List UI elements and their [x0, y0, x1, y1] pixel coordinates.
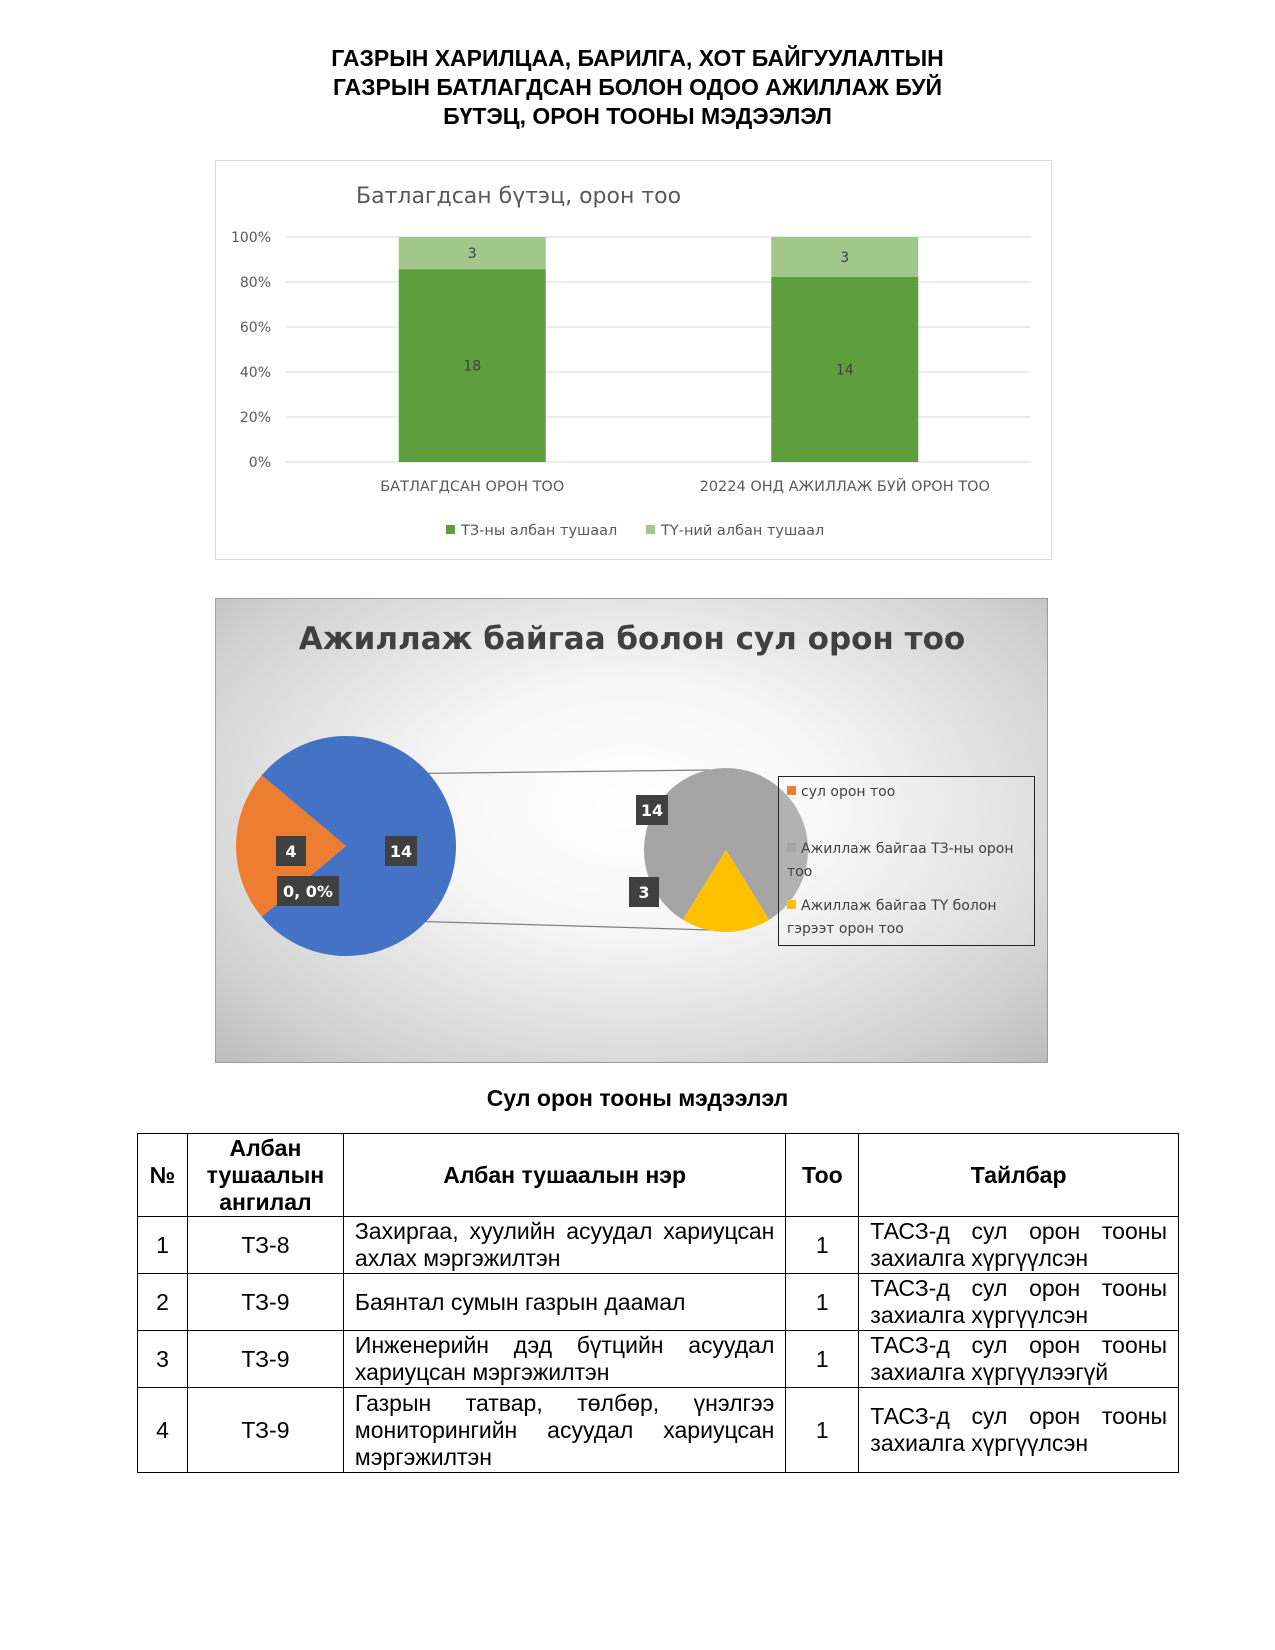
pie-data-label — [277, 876, 339, 906]
legend-swatch — [787, 843, 796, 852]
legend-item-vacant — [787, 781, 1028, 804]
cell-number: 1 — [138, 1217, 188, 1274]
pie-data-label-text: 14 — [640, 801, 664, 820]
header-class: Албан тушаалын ангилал — [187, 1134, 343, 1217]
y-tick-label: 20% — [239, 410, 271, 426]
table-header-row — [138, 1134, 1179, 1217]
cell-position-name: Захиргаа, хуулийн асуудал хариуцсан ахлах мэргэжилтэн — [343, 1217, 785, 1274]
cell-number: 4 — [138, 1388, 188, 1473]
legend-label: сул орон тоо — [801, 784, 896, 800]
legend-label: Ажиллаж байгаа ТЗ-ны орон тоо — [787, 841, 1014, 880]
table-row — [138, 1217, 1179, 1274]
legend-item-tu-working — [787, 895, 1028, 941]
y-tick-label: 100% — [230, 230, 271, 246]
cell-position-name: Баянтал сумын газрын даамал — [343, 1274, 785, 1331]
cell-class: ТЗ-9 — [187, 1274, 343, 1331]
cell-count: 1 — [786, 1274, 859, 1331]
pie-data-label-text: 14 — [389, 842, 413, 861]
bar-data-label: 3 — [840, 249, 850, 266]
title-line-1: ГАЗРЫН ХАРИЛЦАА, БАРИЛГА, ХОТ БАЙГУУЛАЛТЫН — [331, 45, 944, 71]
stacked-bar-chart — [215, 160, 1052, 560]
header-note: Тайлбар — [859, 1134, 1179, 1217]
bar-chart-title: Батлагдсан бүтэц, орон тоо — [356, 184, 682, 209]
legend-label: Ажиллаж байгаа ТҮ болон гэрээт орон тоо — [787, 898, 997, 937]
title-line-2: ГАЗРЫН БАТЛАГДСАН БОЛОН ОДОО АЖИЛЛАЖ БУЙ — [332, 74, 943, 100]
table-row — [138, 1388, 1179, 1473]
pie-data-label-text: 4 — [285, 842, 297, 861]
pie-of-pie-chart — [215, 598, 1048, 1063]
legend-swatch — [787, 786, 796, 795]
table-row — [138, 1274, 1179, 1331]
pie-data-label — [629, 877, 659, 907]
legend-swatch — [646, 525, 655, 534]
header-position-name: Албан тушаалын нэр — [343, 1134, 785, 1217]
y-tick-label: 40% — [239, 365, 271, 381]
pie-data-label-text: 0, 0% — [283, 882, 333, 901]
cell-note: ТАСЗ-д сул орон тооны захиалга хүргүүлсэн — [859, 1217, 1179, 1274]
legend-label: ТЗ-ны албан тушаал — [461, 523, 618, 539]
y-tick-label: 60% — [239, 320, 271, 336]
y-tick-label: 80% — [239, 275, 271, 291]
cell-class: ТЗ-8 — [187, 1217, 343, 1274]
table-title: Сул орон тооны мэдээлэл — [486, 1085, 789, 1111]
cell-count: 1 — [786, 1388, 859, 1473]
cell-note: ТАСЗ-д сул орон тооны захиалга хүргүүлсэн — [859, 1274, 1179, 1331]
cell-number: 3 — [138, 1331, 188, 1388]
stacked-bar-chart-svg — [216, 161, 1051, 559]
pie-data-label — [385, 836, 417, 866]
pie-legend — [778, 776, 1035, 946]
bar-data-label: 18 — [463, 358, 482, 375]
table-row — [138, 1331, 1179, 1388]
cell-position-name: Инженерийн дэд бүтцийн асуудал хариуцсан мэргэжилтэн — [343, 1331, 785, 1388]
pie-chart-title: Ажиллаж байгаа болон сул орон тоо — [298, 621, 966, 657]
bar-data-label: 14 — [835, 362, 854, 379]
pie-data-label-text: 3 — [638, 883, 650, 902]
header-count: Тоо — [786, 1134, 859, 1217]
legend-item-tz-working — [787, 838, 1028, 884]
cell-class: ТЗ-9 — [187, 1331, 343, 1388]
cell-number: 2 — [138, 1274, 188, 1331]
pie-data-label — [276, 836, 306, 866]
cell-note: ТАСЗ-д сул орон тооны захиалга хүргүүлээгүй — [859, 1331, 1179, 1388]
legend-label: ТҮ-ний албан тушаал — [661, 523, 825, 539]
cell-class: ТЗ-9 — [187, 1388, 343, 1473]
cell-position-name: Газрын татвар, төлбөр, үнэлгээ мониторингийн асуудал хариуцсан мэргэжилтэн — [343, 1388, 785, 1473]
title-line-3: БҮТЭЦ, ОРОН ТООНЫ МЭДЭЭЛЭЛ — [443, 103, 832, 129]
document-title — [0, 44, 1275, 131]
legend-swatch — [446, 525, 455, 534]
x-category-label: 20224 ОНД АЖИЛЛАЖ БУЙ ОРОН ТОО — [699, 479, 990, 495]
legend-swatch — [787, 900, 796, 909]
cell-count: 1 — [786, 1217, 859, 1274]
y-tick-label: 0% — [248, 455, 271, 471]
pie-data-label — [636, 795, 668, 825]
cell-count: 1 — [786, 1331, 859, 1388]
x-category-label: БАТЛАГДСАН ОРОН ТОО — [380, 479, 565, 495]
header-number: № — [138, 1134, 188, 1217]
bar-data-label: 3 — [467, 246, 477, 263]
vacancy-table — [137, 1133, 1179, 1473]
cell-note: ТАСЗ-д сул орон тооны захиалга хүргүүлсэн — [859, 1388, 1179, 1473]
